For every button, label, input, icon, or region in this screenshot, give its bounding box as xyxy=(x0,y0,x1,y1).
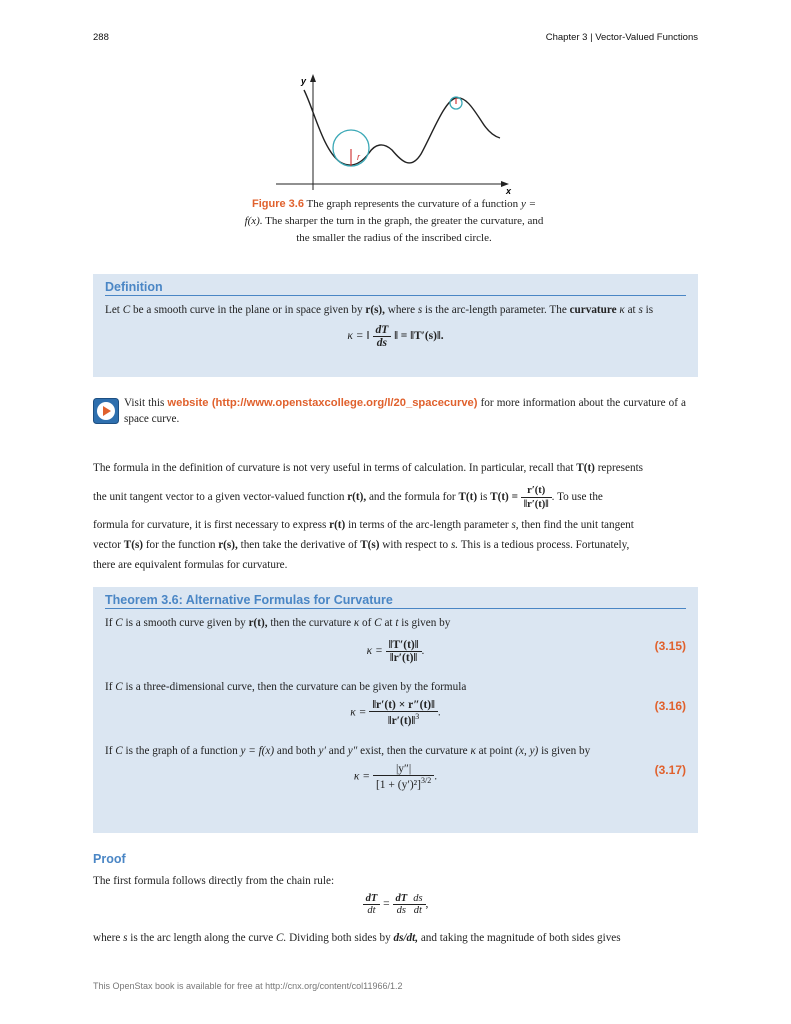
media-play-icon[interactable] xyxy=(93,398,119,424)
thm-var-C: C xyxy=(115,617,123,629)
body-math-T: T(s) xyxy=(360,539,380,551)
thm-y-double-prime: y″ xyxy=(347,745,358,757)
def-text: is the arc-length parameter. The xyxy=(425,304,567,316)
proof-heading: Proof xyxy=(93,852,126,866)
definition-text xyxy=(105,300,686,320)
theorem-box xyxy=(93,587,698,833)
proof-var-C: C. xyxy=(276,932,287,944)
chain-rule-equation xyxy=(93,893,698,916)
eq3-end: . xyxy=(434,770,438,783)
eq3-den: [1 + (y′)²] xyxy=(375,778,421,791)
def-eq-lhs: κ = ‖ xyxy=(347,330,370,343)
chain-equals: = xyxy=(383,898,390,911)
thm-point: (x, y) xyxy=(515,745,539,757)
thm-text: If xyxy=(105,617,113,629)
eq3-num: |y″| xyxy=(373,763,434,776)
thm-text: at point xyxy=(478,745,513,757)
chain-frac-1 xyxy=(363,893,381,916)
media-text: Visit this xyxy=(124,397,165,409)
thm-y-prime: y′ xyxy=(318,745,326,757)
body-eq-num: r′(t) xyxy=(521,484,552,498)
def-eq-rhs: ‖ = ‖T′(s)‖. xyxy=(394,330,444,343)
proof-text: where xyxy=(93,932,121,944)
theorem-line-1 xyxy=(105,613,686,633)
proof-ds-dt: ds/dt, xyxy=(393,932,419,944)
thm-text: If xyxy=(105,681,113,693)
chain-num-3: ds xyxy=(410,893,425,905)
body-eq-den: ‖r′(t)‖ xyxy=(523,499,549,510)
y-axis-label: y xyxy=(301,76,307,86)
proof-text: Dividing both sides by xyxy=(289,932,391,944)
def-r-s: r(s), xyxy=(365,304,385,316)
equation-3-15 xyxy=(93,639,698,671)
media-note xyxy=(124,395,686,427)
equation-number-3-16: (3.16) xyxy=(654,699,686,713)
thm-text: If xyxy=(105,745,113,757)
thm-text: is the graph of a function xyxy=(125,745,238,757)
eq1-end: . xyxy=(421,645,425,658)
def-var-s: s xyxy=(417,304,423,316)
caption-text-2: The sharper the turn in the graph, the greater the curvature, and the smaller the radius of the inscribed circle. xyxy=(265,215,544,244)
body-line-3 xyxy=(93,515,698,535)
eq3-power: 3/2 xyxy=(420,776,432,785)
thm-text: and xyxy=(328,745,345,757)
equation-number-3-17: (3.17) xyxy=(654,763,686,777)
thm-text: at xyxy=(384,617,393,629)
spacecurve-link[interactable]: website (http://www.openstaxcollege.org/l/20_spacecurve) xyxy=(167,397,478,409)
body-text: formula for curvature, it is first necessary to express xyxy=(93,519,327,531)
chain-end: , xyxy=(425,898,429,911)
eq3-den-wrap xyxy=(373,776,434,791)
body-text: in terms of the arc-length parameter xyxy=(348,519,509,531)
eq3-fraction xyxy=(373,763,434,791)
thm-math-r: r(t), xyxy=(248,617,268,629)
x-axis-label: x xyxy=(506,186,512,196)
thm-text: is given by xyxy=(541,745,591,757)
figure-3-6 xyxy=(268,70,528,203)
body-line-1 xyxy=(93,458,698,478)
proof-var-s: s xyxy=(123,932,128,944)
eq3-lhs: κ = xyxy=(353,770,371,783)
body-math-T: T(s) xyxy=(123,539,144,551)
caption-text-1: The graph represents the curvature of a function xyxy=(306,198,519,210)
def-var-C: C xyxy=(122,304,131,316)
def-text: at xyxy=(627,304,636,316)
proof-text: is the arc length along the curve xyxy=(130,932,274,944)
thm-text: is a smooth curve given by xyxy=(125,617,246,629)
thm-var-C: C xyxy=(115,745,123,757)
eq2-power: 3 xyxy=(415,712,420,721)
equation-3-17 xyxy=(93,763,698,801)
page-number: 288 xyxy=(93,32,109,43)
body-text: represents xyxy=(597,462,644,474)
thm-kappa: κ xyxy=(353,617,360,629)
eq2-den-wrap xyxy=(369,712,438,727)
thm-var-t: t xyxy=(395,617,399,629)
media-icon-svg xyxy=(93,398,119,424)
body-paragraph xyxy=(93,458,698,575)
def-text: Let xyxy=(105,304,120,316)
theorem-line-2 xyxy=(105,677,686,697)
eq1-lhs: κ = xyxy=(366,645,383,658)
body-math-T: T(t) xyxy=(576,462,595,474)
curvature-graph xyxy=(268,70,528,198)
footer-text: This OpenStax book is available for free at http://cnx.org/content/col11966/1.2 xyxy=(93,981,403,991)
body-line-2 xyxy=(93,484,698,511)
proof-text: and taking the magnitude of both sides gives xyxy=(420,932,621,944)
thm-text: is given by xyxy=(401,617,451,629)
def-eq-den: ds xyxy=(376,337,388,349)
definition-equation xyxy=(93,324,698,349)
body-text: . To use the xyxy=(551,491,603,504)
eq2-end: . xyxy=(437,706,441,719)
caption-math: y = f(x). xyxy=(244,198,536,227)
chain-num-1: dT xyxy=(363,893,381,905)
body-var-s: s, xyxy=(511,519,519,531)
thm-text: exist, then the curvature xyxy=(360,745,468,757)
body-text: is xyxy=(479,491,488,504)
thm-text: then the curvature xyxy=(270,617,352,629)
chain-frac-3 xyxy=(410,893,425,916)
body-text: then find the unit tangent xyxy=(521,519,634,531)
def-text: where xyxy=(387,304,416,316)
definition-title: Definition xyxy=(105,280,686,296)
y-axis-arrow xyxy=(310,74,316,82)
body-text: vector xyxy=(93,539,121,551)
thm-math-f: y = f(x) xyxy=(240,745,275,757)
proof-line-2 xyxy=(93,928,698,948)
chain-num-2: dT xyxy=(393,893,411,905)
theorem-title: Theorem 3.6: Alternative Formulas for Curvature xyxy=(105,593,686,609)
eq2-den: ‖r′(t)‖ xyxy=(387,714,416,727)
chapter-title: Chapter 3 | Vector-Valued Functions xyxy=(545,32,698,43)
def-curvature-term: curvature xyxy=(569,304,617,316)
body-line-5: there are equivalent formulas for curvature. xyxy=(93,559,288,571)
body-text: with respect to xyxy=(382,539,449,551)
thm-text: of xyxy=(362,617,372,629)
proof-line-1: The first formula follows directly from the chain rule: xyxy=(93,875,335,887)
body-text: This is a tedious process. Fortunately, xyxy=(460,539,630,551)
def-eq-num: dT xyxy=(373,324,392,337)
radius-label: r xyxy=(357,152,360,162)
chain-den-2: ds xyxy=(396,905,407,916)
thm-text: and both xyxy=(276,745,316,757)
body-eq-fraction xyxy=(521,484,552,511)
eq2-num: ‖r′(t) × r″(t)‖ xyxy=(369,699,438,712)
body-text: for the function xyxy=(145,539,216,551)
def-eq-fraction xyxy=(373,324,392,349)
caption-label: Figure 3.6 xyxy=(251,198,304,210)
body-text: and the formula for xyxy=(368,491,456,504)
body-text: then take the derivative of xyxy=(240,539,358,551)
body-eq-lhs: T(t) = xyxy=(490,491,518,504)
body-math-r: r(t), xyxy=(347,491,367,504)
def-text: be a smooth curve in the plane or in space given by xyxy=(132,304,363,316)
def-kappa: κ xyxy=(619,304,625,316)
thm-kappa: κ xyxy=(470,745,476,757)
body-text: the unit tangent vector to a given vector-valued function xyxy=(93,491,345,504)
theorem-line-3 xyxy=(105,741,686,761)
figure-caption xyxy=(244,196,544,247)
equation-3-16 xyxy=(93,699,698,733)
body-math-r: r(s), xyxy=(218,539,238,551)
body-var-s: s. xyxy=(450,539,459,551)
eq1-num: ‖T′(t)‖ xyxy=(386,639,422,652)
eq1-den: ‖r′(t)‖ xyxy=(389,652,418,664)
chain-frac-2 xyxy=(393,893,411,916)
chain-den-3: dt xyxy=(413,905,422,916)
body-math-T: T(t) xyxy=(458,491,478,504)
def-text: is xyxy=(645,304,654,316)
thm-text: is a three-dimensional curve, then the curvature can be given by the formula xyxy=(125,681,467,693)
thm-var-C: C xyxy=(374,617,382,629)
body-line-4 xyxy=(93,535,698,555)
body-math-r: r(t) xyxy=(329,519,346,531)
media-text: for more information about the curvature of a space curve. xyxy=(124,397,686,425)
chain-den-1: dt xyxy=(367,905,376,916)
eq1-fraction xyxy=(386,639,422,664)
eq2-fraction xyxy=(369,699,438,727)
thm-var-C: C xyxy=(115,681,123,693)
def-var-s: s xyxy=(638,304,643,316)
definition-box xyxy=(93,274,698,377)
equation-number-3-15: (3.15) xyxy=(654,639,686,653)
eq2-lhs: κ = xyxy=(350,706,367,719)
body-text: The formula in the definition of curvature is not very useful in terms of calculation. In particular, recall that xyxy=(93,462,574,474)
